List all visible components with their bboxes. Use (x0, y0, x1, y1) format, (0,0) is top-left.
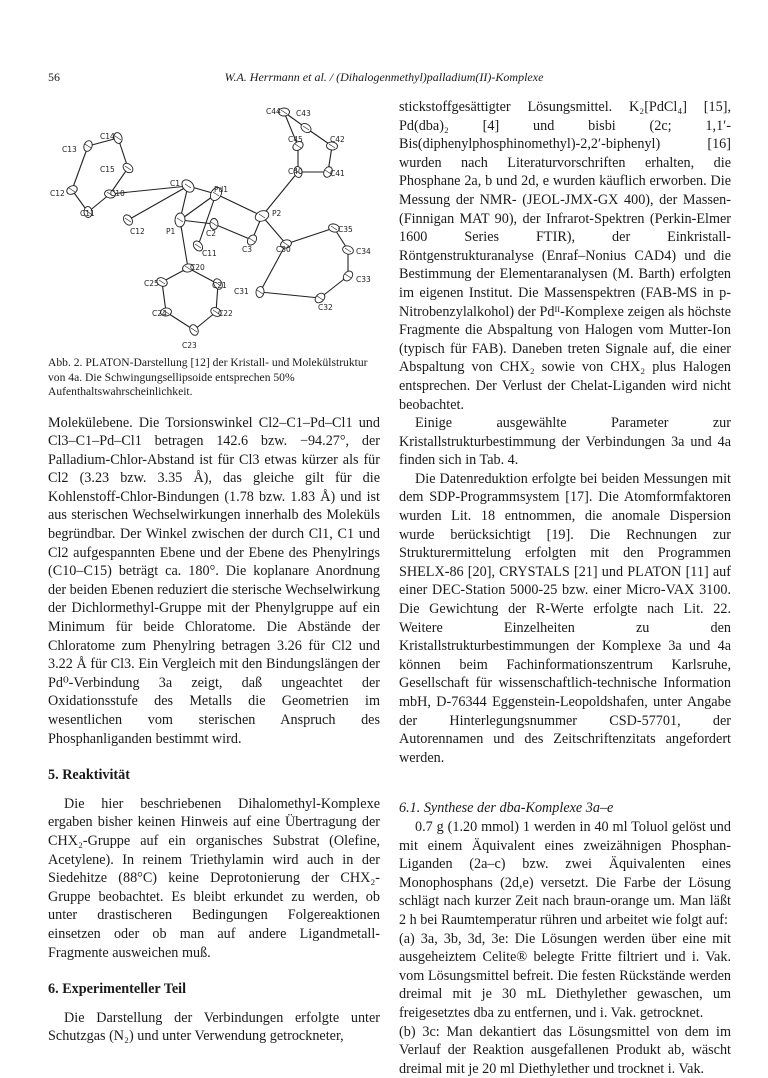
atom-label: C30 (276, 245, 291, 254)
molecule-drawing (48, 98, 380, 348)
atom-label: C11 (202, 249, 217, 258)
paragraph: Die Datenreduktion erfolgte bei beiden Messungen mit dem SDP-Programmsystem [17]. Die Atomformfaktoren wurden Lit. 18 entnommen, die anomale Dispersion wurde berücksichtigt [19]. Die Rechnungen zur Strukturermittelung erfolgten mit den Programmen SHELX-86 [20], CRYSTALS [21] und PLATON [11] auf einer DEC-Station 5000-25 bzw. einer Micro-VAX 3100. Die Gewichtung der R-Werte erfolgte nach Lit. 22. Weitere Einzelheiten zu den Kristallstrukturbestimmungen der Komplexe 3a und 4a können beim Fachinformationszentrum Karlsruhe, Gesellschaft für wissenschaftlich-technische Information mbH, D-76344 Eggenstein-Leopoldshafen, unter Angabe der Hinterlegungsnummer CSD-57701, der Autorennamen und des Zeitschriftenzitats angefordert werden. (399, 470, 731, 768)
atom-label: C2 (206, 229, 216, 238)
bond (260, 292, 320, 298)
atom-label: C41 (330, 169, 345, 178)
atom-label: C32 (318, 303, 333, 312)
atom-label: C1 (170, 179, 180, 188)
list-item: (a) 3a, 3b, 3d, 3e: Die Lösungen werden über eine mit ausgeheiztem Celite® belegte Fritte filtriert und i. Vak. vom Lösungsmittel befreit. Die festen Rückstände werden dreimal mit je 30 mL Diethylether gewaschen, um freigesetztes dba zu entfernen, und i. Vak. getrocknet. (399, 930, 731, 1023)
atom-label: C11 (80, 209, 95, 218)
atom-label: C40 (288, 167, 303, 176)
atom-label: C25 (144, 279, 159, 288)
atom-label: C12 (130, 227, 145, 236)
atom-label: P2 (272, 209, 282, 218)
section-heading: 6. Experimenteller Teil (48, 980, 380, 999)
atom-label: C45 (288, 135, 303, 144)
running-head: W.A. Herrmann et al. / (Dihalogenmethyl)palladium(II)-Komplexe (48, 70, 720, 85)
paragraph: 0.7 g (1.20 mmol) 1 werden in 40 ml Toluol gelöst und mit einem Äquivalent eines zweizähnigen Phosphan-Liganden (2a–c) bzw. zwei Äquivalenten eines Monophosphans (2d,e) versetzt. Die Farbe der Lösung schlägt nach kurzer Zeit nach braun-orange um. Man läßt 2 h bei Raumtemperatur rühren und arbeitet wie folgt auf: (399, 818, 731, 930)
atom-label: P1 (166, 227, 176, 236)
crystal-structure-figure (48, 98, 380, 348)
atom-label: C34 (356, 247, 371, 256)
atom-label: C24 (152, 309, 167, 318)
atom-label: C31 (234, 287, 249, 296)
paragraph: Einige ausgewählte Parameter zur Kristallstrukturbestimmung der Verbindungen 3a und 4a finden sich in Tab. 4. (399, 414, 731, 470)
bond (286, 228, 334, 244)
paragraph: Die hier beschriebenen Dihalomethyl-Komplexe ergaben bisher keinen Hinweis auf eine Übertragung der CHX₂-Gruppe auf ein organisches Substrat (Olefine, Acetylene). In reinem Triethylamin wird auch in der Siedehitze (88°C) keine Deprotonierung der CHX₂-Gruppe beobachtet. Es bleibt erkundet zu werden, ob unter drastischeren Bedingungen Folgereaktionen einsetzen oder ob man auf andere Ligandmetall-Fragmente ausweichen muß. (48, 795, 380, 962)
atom-label: C21 (212, 281, 227, 290)
bond (216, 194, 262, 216)
paragraph: stickstoffgesättigter Lösungsmittel. K₂[PdCl₄] [15], Pd(dba)₂ [4] und bisbi (2c; 1,1′-Bis(diphenylphosphinomethyl)-2,2′-biphenyl) [16] wurden nach Literaturvorschriften erhalten, die Phosphane 2a, b und 2d, e wurden käuflich erworben. Die Messung der NMR- (JEOL-JMX-GX 400), der Massen- (Finnigan MAT 90), der Infrarot-Spektren (Perkin-Elmer 1600 Series FTIR), der Einkristall-Röntgenstrukturanalyse (Enraf–Nonius CAD4) und die Bestimmung der Elementaranalysen (M. Barth) erfolgten im eigenen Institut. Die Massenspektren (FAB-MS in p-Nitrobenzylalkohol) der Pdᴵᴵ-Komplexe zeigen als höchste Fragmente die Abspaltung von Halogen vom Mutter-Ion (typisch für FAB). Daneben treten Signale auf, die einer Abspaltung von CHX₂ sowie von CHX₂ plus Halogen entsprechen. Der Verlust der Chelat-Liganden wird nicht beobachtet. (399, 98, 731, 414)
section-heading: 5. Reaktivität (48, 766, 380, 785)
left-column (48, 98, 380, 1046)
atom-label: C20 (190, 263, 205, 272)
right-column (399, 98, 731, 1078)
atom-label: C42 (330, 135, 345, 144)
atom-label: Pd1 (214, 185, 228, 194)
paragraph: Molekülebene. Die Torsionswinkel Cl2–C1–Pd–Cl1 und Cl3–C1–Pd–Cl1 betragen 142.6 bzw. −94.27°, der Palladium-Chlor-Abstand ist für Cl3 etwas kürzer als für Cl2 (3.23 bzw. 3.35 Å), das gleiche gilt für die Kohlenstoff-Chlor-Bindungen (1.78 bzw. 1.83 Å) und ist aus sterischen Wechselwirkungen innerhalb des Moleküls begründbar. Der Winkel zwischen der durch Cl1, C1 und Cl2 aufgespannten Ebene und der Ebene des Phenylrings (C10–C15) beträgt ca. 180°. Die koplanare Anordnung der beiden Ebenen reduziert die sterische Wechselwirkung der Dichlormethyl-Gruppe mit der Phenylgruppe auf ein Minimum für beide Chloratome. Die Abstände der Chloratome zum Phenylring betragen 3.26 für Cl2 und 3.22 Å für Cl3. Ein Vergleich mit den Bindungslängen der Pd⁰-Verbindung 3a zeigt, daß ungeachtet der Oxidationsstufe des Metalls die Geometrien im wesentlichen vom sterischen Anspruch des Phosphanliganden bestimmt wird. (48, 414, 380, 749)
paragraph: Die Darstellung der Verbindungen erfolgte unter Schutzgas (N₂) und unter Verwendung getrockneter, (48, 1009, 380, 1046)
atom-label: C14 (100, 132, 115, 141)
atom-label: C44 (266, 107, 281, 116)
atom-label: C15 (100, 165, 115, 174)
atom-label: C22 (218, 309, 233, 318)
atom-label: C35 (338, 225, 353, 234)
list-item: (b) 3c: Man dekantiert das Lösungsmittel von dem im Verlauf der Reaktion ausgefallenen Produkt ab, wäscht dreimal mit je 20 ml Diethylether und trocknet i. Vak. (399, 1023, 731, 1078)
subsection-heading: 6.1. Synthese der dba-Komplexe 3a–e (399, 799, 731, 818)
bond (214, 224, 252, 240)
figure-caption: Abb. 2. PLATON-Darstellung [12] der Kristall- und Molekülstruktur von 4a. Die Schwingungsellipsoide entsprechen 50% Aufenthaltswahrscheinlichkeit. (48, 356, 380, 400)
atom-label: C23 (182, 341, 197, 348)
atom-label: C33 (356, 275, 371, 284)
page-header (48, 70, 720, 86)
atom-label: C12 (50, 189, 65, 198)
atom-label: C43 (296, 109, 311, 118)
atom-label: C3 (242, 245, 252, 254)
page-number: 56 (48, 70, 60, 85)
atom-label: C10 (110, 189, 125, 198)
atom-label: C13 (62, 145, 77, 154)
